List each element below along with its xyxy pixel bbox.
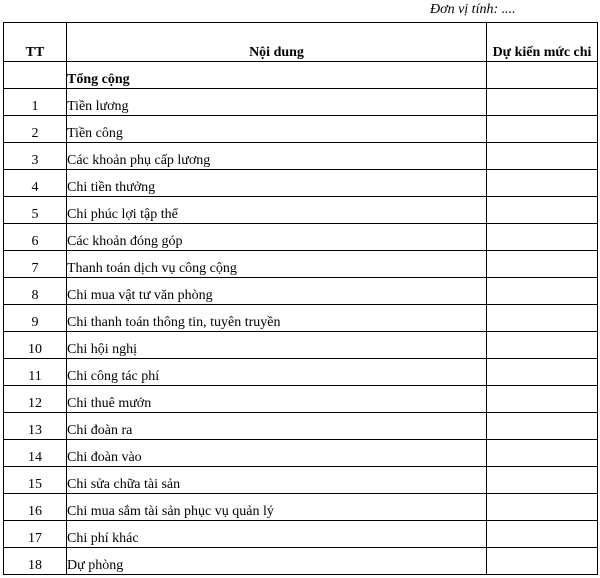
- budget-table: [3, 22, 598, 575]
- row-tt: 12: [4, 386, 67, 413]
- row-content: Dự phòng: [67, 548, 487, 575]
- row-tt: 6: [4, 224, 67, 251]
- row-tt: 1: [4, 89, 67, 116]
- row-content: Chi hội nghị: [67, 332, 487, 359]
- table-row: [4, 521, 598, 548]
- unit-label: Đơn vị tính: ....: [430, 2, 516, 17]
- table-row: [4, 386, 598, 413]
- total-tt-cell: [4, 62, 67, 89]
- row-amount: [487, 332, 598, 359]
- row-tt: 15: [4, 467, 67, 494]
- row-amount: [487, 305, 598, 332]
- row-content: Chi mua vật tư văn phòng: [67, 278, 487, 305]
- row-tt: 13: [4, 413, 67, 440]
- row-amount: [487, 278, 598, 305]
- row-amount: [487, 143, 598, 170]
- row-tt: 14: [4, 440, 67, 467]
- row-tt: 5: [4, 197, 67, 224]
- table-row: [4, 332, 598, 359]
- table-row: [4, 170, 598, 197]
- table-row: [4, 278, 598, 305]
- row-content: Chi mua sắm tài sản phục vụ quản lý: [67, 494, 487, 521]
- row-tt: 11: [4, 359, 67, 386]
- table-row: [4, 251, 598, 278]
- table-row: [4, 89, 598, 116]
- row-amount: [487, 386, 598, 413]
- table-row: [4, 116, 598, 143]
- row-amount: [487, 359, 598, 386]
- table-row: [4, 494, 598, 521]
- row-content: Chi đoàn ra: [67, 413, 487, 440]
- row-content: Các khoản đóng góp: [67, 224, 487, 251]
- row-amount: [487, 89, 598, 116]
- row-amount: [487, 467, 598, 494]
- row-tt: 17: [4, 521, 67, 548]
- row-content: Các khoản phụ cấp lương: [67, 143, 487, 170]
- row-content: Chi công tác phí: [67, 359, 487, 386]
- row-amount: [487, 521, 598, 548]
- row-amount: [487, 170, 598, 197]
- table-row: [4, 413, 598, 440]
- table-row: [4, 467, 598, 494]
- row-amount: [487, 116, 598, 143]
- row-tt: 7: [4, 251, 67, 278]
- table-row: [4, 305, 598, 332]
- row-content: Chi tiền thưởng: [67, 170, 487, 197]
- row-tt: 10: [4, 332, 67, 359]
- row-content: Chi thuê mướn: [67, 386, 487, 413]
- row-content: Chi sửa chữa tài sản: [67, 467, 487, 494]
- header-tt: TT: [4, 23, 67, 62]
- row-tt: 8: [4, 278, 67, 305]
- row-tt: 2: [4, 116, 67, 143]
- table-row: [4, 143, 598, 170]
- row-tt: 18: [4, 548, 67, 575]
- table-row: [4, 359, 598, 386]
- table-header-row: [4, 23, 598, 62]
- row-tt: 3: [4, 143, 67, 170]
- row-content: Chi phúc lợi tập thể: [67, 197, 487, 224]
- row-amount: [487, 494, 598, 521]
- total-row: [4, 62, 598, 89]
- row-amount: [487, 440, 598, 467]
- row-content: Thanh toán dịch vụ công cộng: [67, 251, 487, 278]
- table-row: [4, 440, 598, 467]
- row-tt: 16: [4, 494, 67, 521]
- row-amount: [487, 548, 598, 575]
- row-amount: [487, 197, 598, 224]
- row-amount: [487, 251, 598, 278]
- table-body: [4, 62, 598, 575]
- header-content: Nội dung: [67, 23, 487, 62]
- row-amount: [487, 224, 598, 251]
- row-content: Chi đoàn vào: [67, 440, 487, 467]
- row-content: Chi thanh toán thông tin, tuyên truyền: [67, 305, 487, 332]
- total-label: Tổng cộng: [67, 62, 487, 89]
- row-content: Tiền công: [67, 116, 487, 143]
- table-row: [4, 224, 598, 251]
- total-amount-cell: [487, 62, 598, 89]
- row-amount: [487, 413, 598, 440]
- row-content: Chi phí khác: [67, 521, 487, 548]
- header-amount: Dự kiến mức chi: [487, 23, 598, 62]
- row-content: Tiền lương: [67, 89, 487, 116]
- row-tt: 9: [4, 305, 67, 332]
- table-row: [4, 197, 598, 224]
- row-tt: 4: [4, 170, 67, 197]
- table-row: [4, 548, 598, 575]
